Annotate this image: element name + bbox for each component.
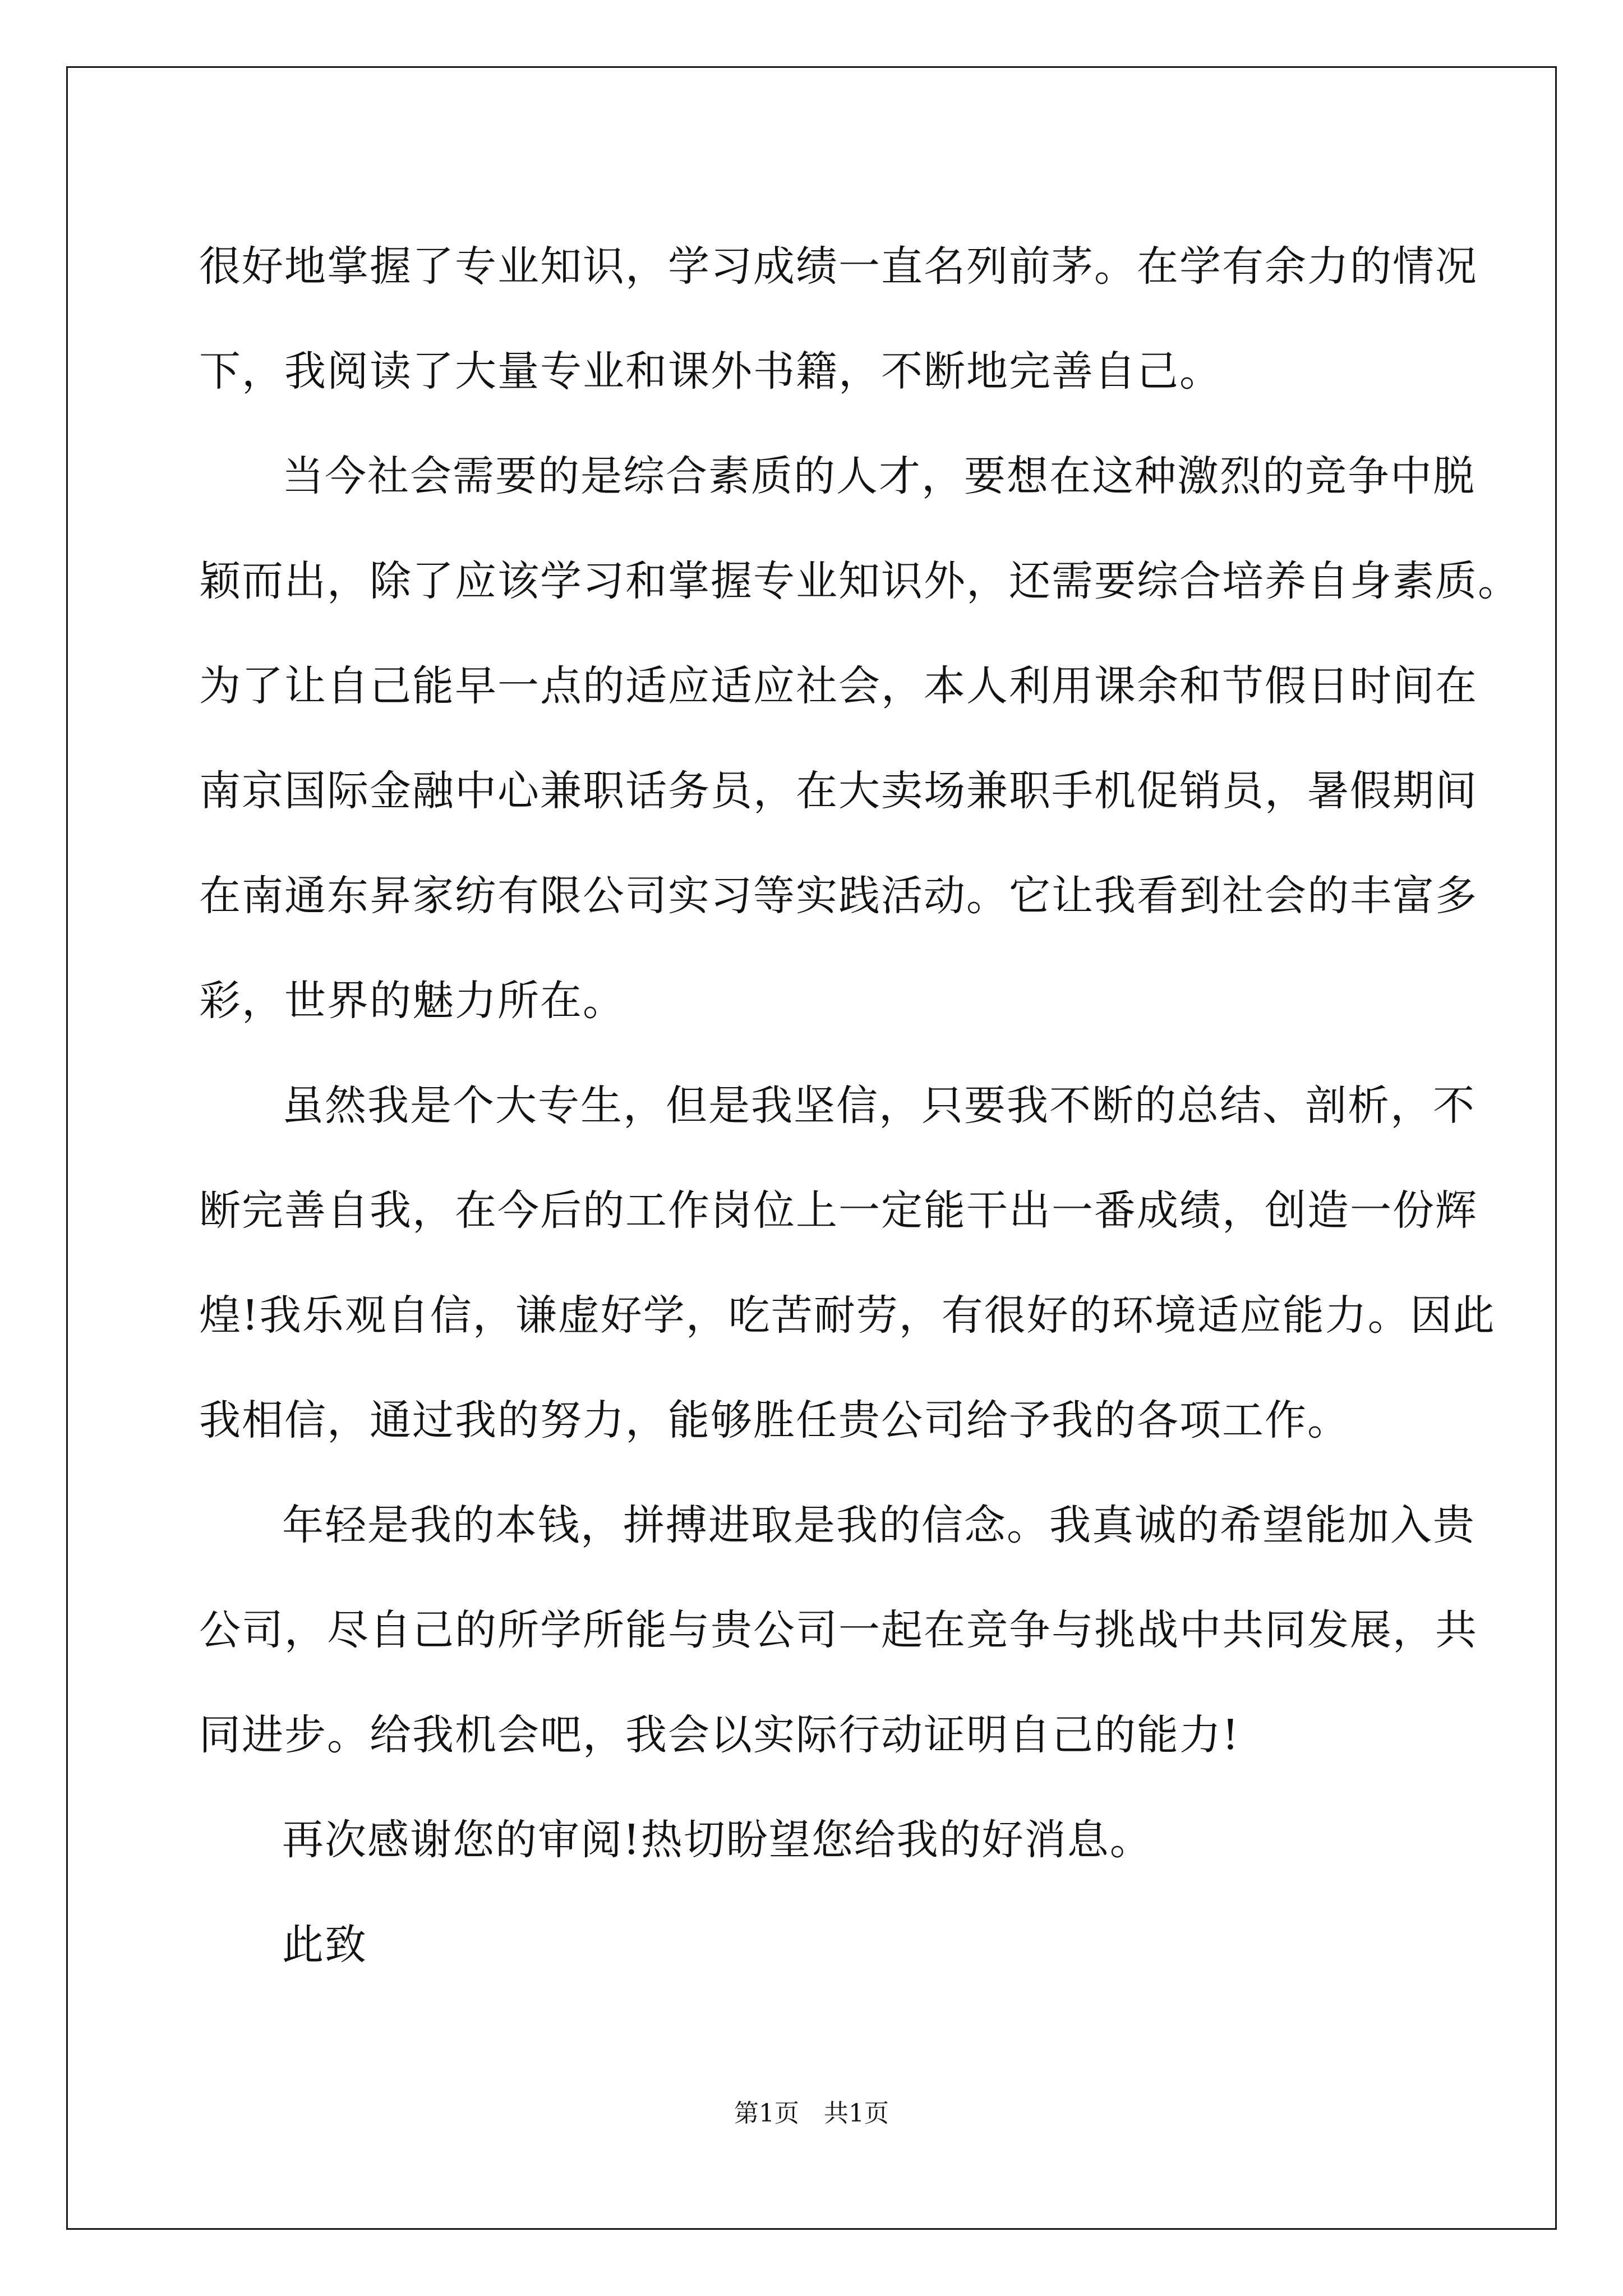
page-total: 共1页 (824, 2099, 889, 2128)
text-line: 煌!我乐观自信，谦虚好学，吃苦耐劳，有很好的环境适应能力。因此 (199, 1291, 1496, 1340)
text-line: 年轻是我的本钱，拼搏进取是我的信念。我真诚的希望能加入贵 (282, 1501, 1476, 1549)
text-line: 虽然我是个大专生，但是我坚信，只要我不断的总结、剖析，不 (282, 1082, 1476, 1130)
text-line: 彩，世界的魅力所在。 (199, 977, 625, 1025)
text-line: 颖而出，除了应该学习和掌握专业知识外，还需要综合培养自身素质。 (199, 557, 1520, 605)
text-line: 下，我阅读了大量专业和课外书籍，不断地完善自己。 (199, 347, 1222, 395)
text-line: 为了让自己能早一点的适应适应社会，本人利用课余和节假日时间在 (199, 662, 1478, 710)
text-line: 同进步。给我机会吧，我会以实际行动证明自己的能力! (199, 1711, 1240, 1759)
page-footer (0, 2097, 1623, 2131)
text-line: 我相信，通过我的努力，能够胜任贵公司给予我的各项工作。 (199, 1396, 1350, 1444)
closing-line: 此致 (282, 1921, 367, 1969)
text-line: 断完善自我，在今后的工作岗位上一定能干出一番成绩，创造一份辉 (199, 1186, 1478, 1235)
text-line: 当今社会需要的是综合素质的人才，要想在这种激烈的竞争中脱 (282, 452, 1476, 500)
letter-body (199, 214, 1520, 1998)
text-line: 很好地掌握了专业知识，学习成绩一直名列前茅。在学有余力的情况 (199, 242, 1478, 291)
text-line: 在南通东昇家纺有限公司实习等实践活动。它让我看到社会的丰富多 (199, 872, 1478, 920)
text-line: 南京国际金融中心兼职话务员，在大卖场兼职手机促销员，暑假期间 (199, 767, 1478, 815)
page-number: 第1页 (734, 2099, 799, 2128)
text-line: 再次感谢您的审阅!热切盼望您给我的好消息。 (282, 1816, 1152, 1864)
text-line: 公司，尽自己的所学所能与贵公司一起在竞争与挑战中共同发展，共 (199, 1606, 1478, 1654)
